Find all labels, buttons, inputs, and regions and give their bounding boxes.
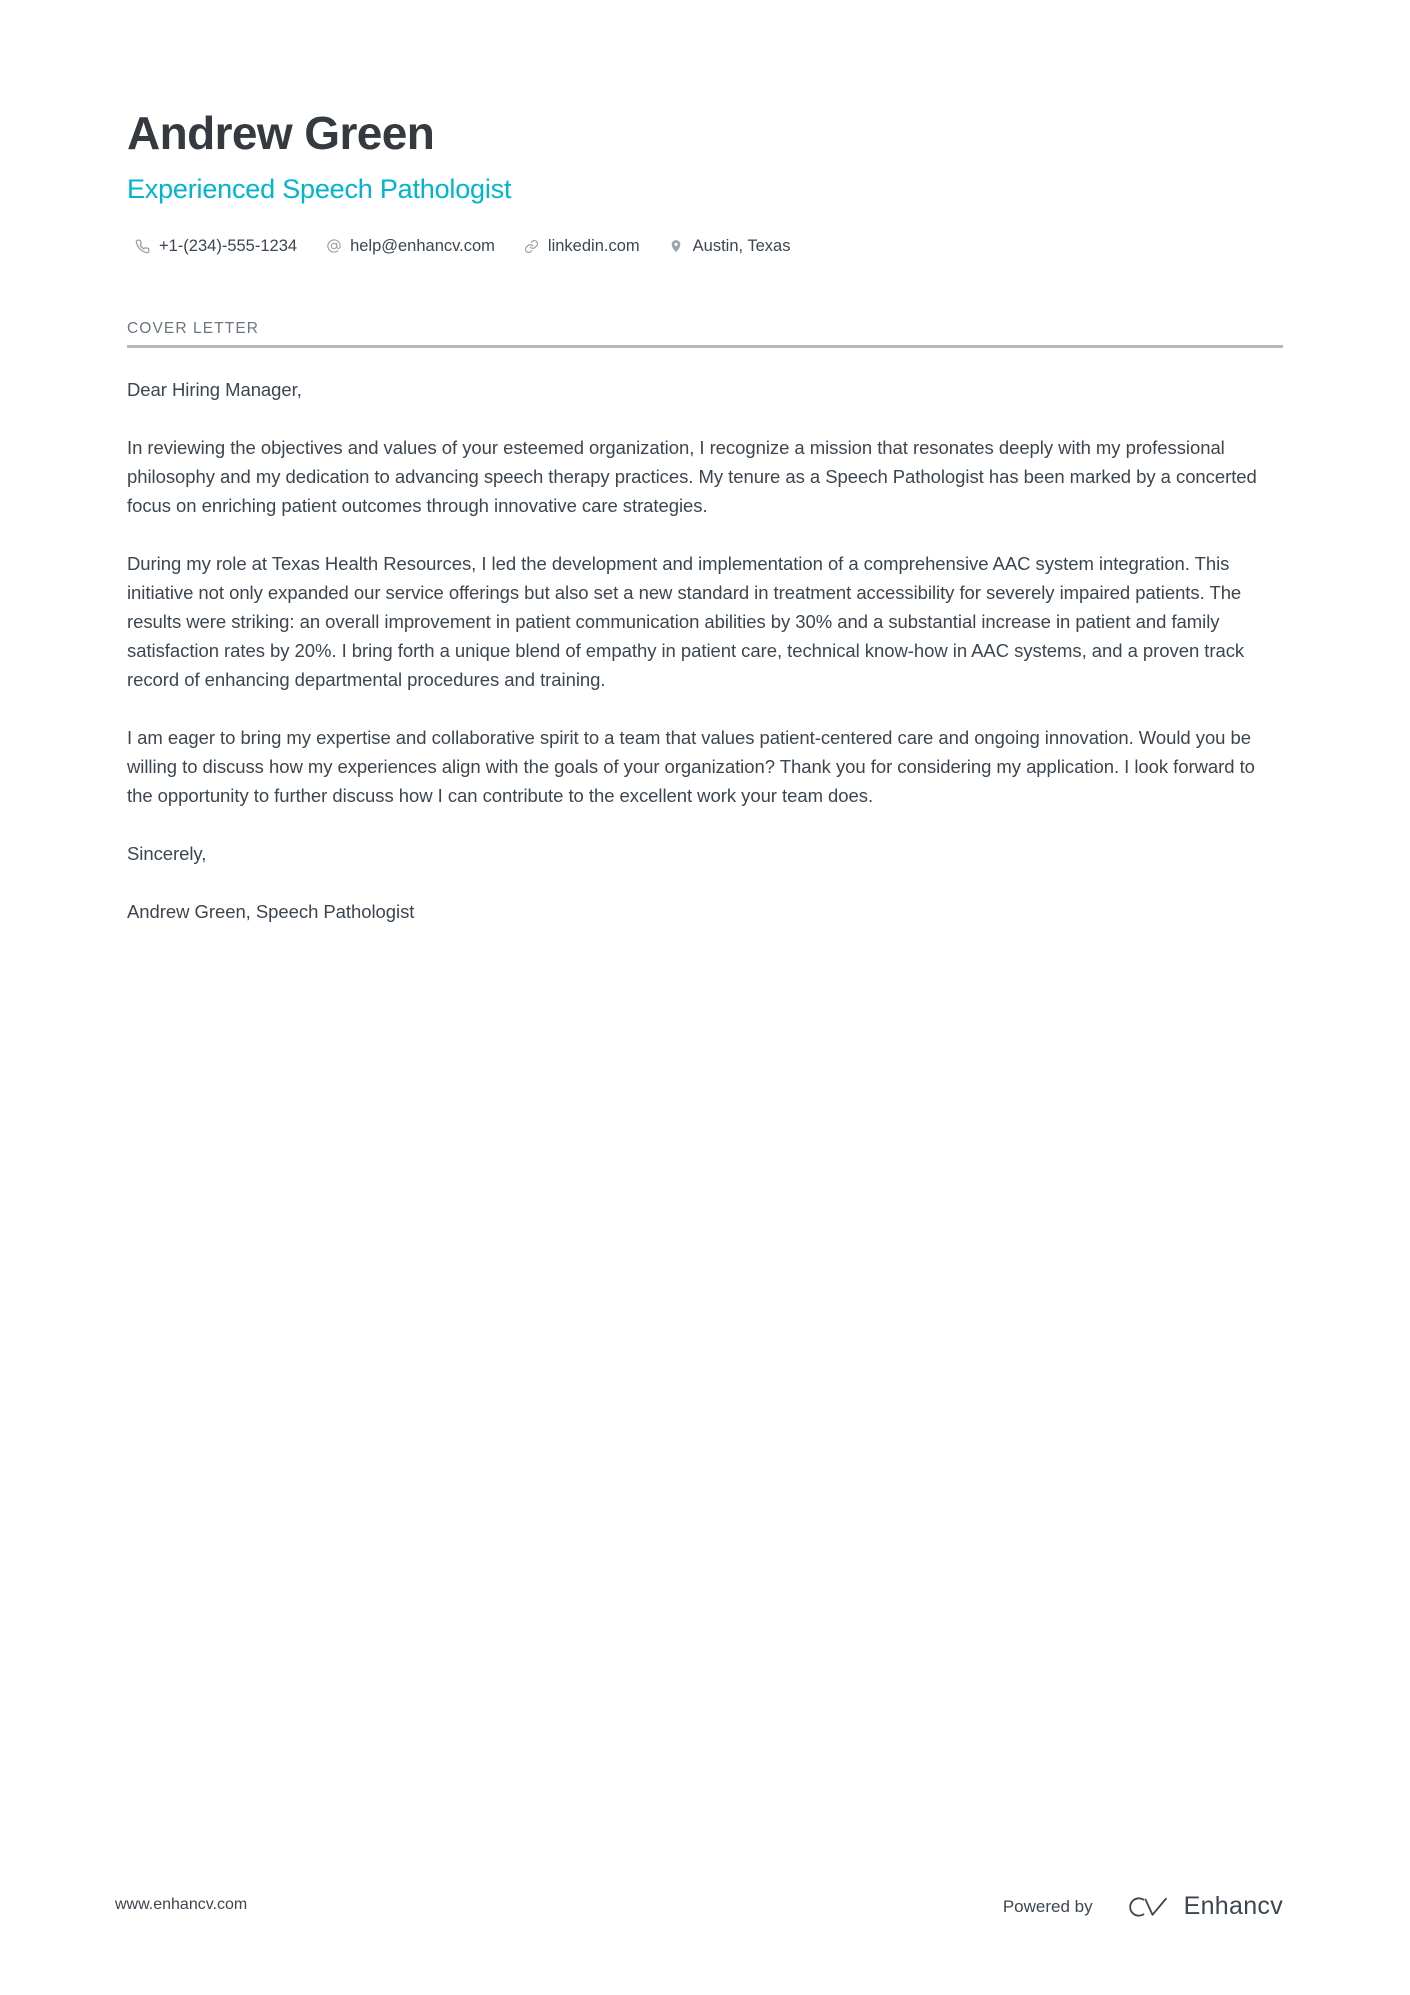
page-title: Andrew Green — [127, 107, 435, 159]
letter-paragraph-1: In reviewing the objectives and values of your esteemed organization, I recognize a mission that resonates deeply with my professional philosophy and my dedication to advancing speech therapy practices. My tenure as a Speech Pathologist has been marked by a concerted focus on enriching patient outcomes through innovative care strategies. — [127, 436, 1257, 516]
contact-row — [127, 235, 1283, 258]
contact-value-email: help@enhancv.com — [350, 236, 495, 255]
contact-value-linkedin: linkedin.com — [547, 236, 640, 255]
brand-name-label: Enhancv — [1183, 1892, 1283, 1920]
section-heading: COVER LETTER — [127, 319, 260, 337]
powered-by-label: Powered by — [1002, 1896, 1093, 1916]
letter-body — [127, 375, 1283, 926]
letter-paragraph-2: During my role at Texas Health Resources, I led the development and implementation of a comprehensive AAC system integration. This initiative not only expanded our service offerings but also set a new standard in treatment accessibility for severely impaired patients. The results were striking: an overall improvement in patient communication abilities by 30% and a substantial increase in patient and family satisfaction rates by 20%. I bring forth a unique blend of empathy in patient care, technical know-how in AAC systems, and a proven track record of enhancing departmental procedures and training. — [127, 552, 1245, 690]
contact-value-location: Austin, Texas — [692, 236, 791, 255]
contact-item-phone[interactable] — [134, 235, 297, 258]
footer-website-link[interactable]: www.enhancv.com — [115, 1896, 248, 1913]
section-divider — [127, 345, 1283, 348]
header — [127, 0, 1283, 207]
contact-item-location — [668, 235, 791, 258]
job-title: Experienced Speech Pathologist — [127, 173, 512, 204]
page-footer — [0, 1892, 1410, 1922]
letter-salutation: Dear Hiring Manager, — [127, 378, 302, 400]
email-icon — [325, 238, 342, 255]
letter-closing: Sincerely, — [127, 842, 207, 864]
contact-item-email[interactable] — [325, 235, 495, 258]
letter-signature: Andrew Green, Speech Pathologist — [127, 900, 415, 922]
contact-value-phone: +1-(234)-555-1234 — [159, 236, 298, 255]
footer-branding — [1003, 1892, 1283, 1921]
cover-letter-section — [127, 320, 1283, 926]
phone-icon — [134, 238, 151, 255]
contact-item-linkedin[interactable] — [523, 235, 640, 258]
link-icon — [523, 238, 540, 255]
location-pin-icon — [668, 238, 685, 255]
enhancv-cv-infinity-logo-icon — [1120, 1893, 1172, 1921]
page-content — [127, 0, 1283, 926]
letter-paragraph-3: I am eager to bring my expertise and collaborative spirit to a team that values patient-centered care and ongoing innovation. Would you be willing to discuss how my experiences align with the goals of your organization? Thank you for considering my application. I look forward to the opportunity to further discuss how I can contribute to the excellent work your team does. — [127, 726, 1255, 806]
